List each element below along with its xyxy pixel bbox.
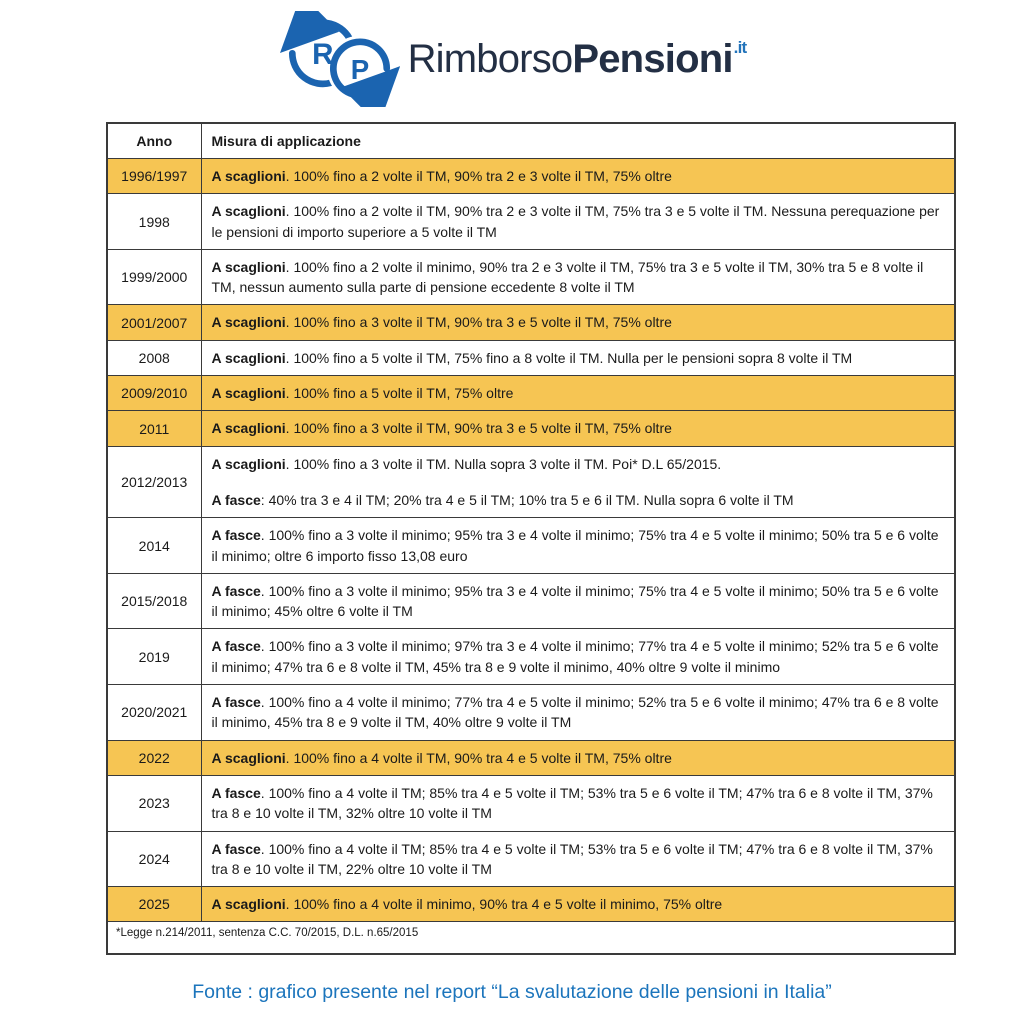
table-row [107, 446, 955, 518]
year-cell: 2019 [107, 629, 201, 685]
table-row [107, 831, 955, 887]
year-cell: 1998 [107, 194, 201, 250]
brand-tld: .it [733, 38, 747, 57]
year-cell: 2023 [107, 775, 201, 831]
measure-cell: A scaglioni. 100% fino a 3 volte il TM, 90% tra 3 e 5 volte il TM, 75% oltre [201, 411, 955, 446]
rimborsopensioni-logo [0, 0, 1024, 96]
brand-rimborso: Rimborso [407, 37, 573, 81]
year-cell: 2015/2018 [107, 573, 201, 629]
pension-indexation-table [106, 122, 956, 955]
footnote-row [107, 922, 955, 955]
measure-cell: A scaglioni. 100% fino a 4 volte il TM, 90% tra 4 e 5 volte il TM, 75% oltre [201, 740, 955, 775]
table-row [107, 249, 955, 305]
year-cell: 1996/1997 [107, 159, 201, 194]
table-row [107, 573, 955, 629]
table-row [107, 887, 955, 922]
table-row [107, 194, 955, 250]
header-row [107, 123, 955, 159]
year-cell: 2001/2007 [107, 305, 201, 340]
year-cell: 1999/2000 [107, 249, 201, 305]
measure-cell: A scaglioni. 100% fino a 2 volte il minimo, 90% tra 2 e 3 volte il TM, 75% tra 3 e 5 volte il TM, 30% tra 5 e 8 volte il TM, nessun aumento sulla parte di pensione eccedente 8 volte il TM [201, 249, 955, 305]
year-cell: 2022 [107, 740, 201, 775]
measure-cell: A scaglioni. 100% fino a 2 volte il TM, 90% tra 2 e 3 volte il TM, 75% oltre [201, 159, 955, 194]
source-caption: Fonte : grafico presente nel report “La svalutazione delle pensioni in Italia” [192, 981, 832, 1004]
table-row [107, 340, 955, 375]
year-cell: 2025 [107, 887, 201, 922]
table-row [107, 518, 955, 574]
year-cell: 2011 [107, 411, 201, 446]
table-row [107, 305, 955, 340]
measure-cell: A scaglioni. 100% fino a 5 volte il TM, 75% fino a 8 volte il TM. Nulla per le pensioni sopra 8 volte il TM [201, 340, 955, 375]
measure-cell: A fasce. 100% fino a 3 volte il minimo; 97% tra 3 e 4 volte il minimo; 77% tra 4 e 5 volte il minimo; 52% tra 5 e 6 volte il minimo; 47% tra 6 e 8 volte il TM, 45% tra 8 e 9 volte il minimo, 40% oltre 9 volte il minimo [201, 629, 955, 685]
year-cell: 2020/2021 [107, 685, 201, 741]
logo-letter-p: P [350, 54, 369, 86]
measure-cell: A scaglioni. 100% fino a 3 volte il TM. Nulla sopra 3 volte il TM. Poi* D.L 65/2015. A fasce: 40% tra 3 e 4 il TM; 20% tra 4 e 5 il TM; 10% tra 5 e 6 il TM. Nulla sopra 6 volte il TM [201, 446, 955, 518]
table-row [107, 740, 955, 775]
rp-circular-arrows-icon [278, 11, 402, 107]
year-cell: 2012/2013 [107, 446, 201, 518]
table-row [107, 411, 955, 446]
year-cell: 2009/2010 [107, 376, 201, 411]
measure-cell: A fasce. 100% fino a 3 volte il minimo; 95% tra 3 e 4 volte il minimo; 75% tra 4 e 5 volte il minimo; 50% tra 5 e 6 volte il minimo; oltre 6 importo fisso 13,08 euro [201, 518, 955, 574]
logo-letter-r: R [311, 37, 334, 71]
measure-cell: A scaglioni. 100% fino a 3 volte il TM, 90% tra 3 e 5 volte il TM, 75% oltre [201, 305, 955, 340]
measure-cell: A fasce. 100% fino a 4 volte il minimo; 77% tra 4 e 5 volte il minimo; 52% tra 5 e 6 volte il minimo; 47% tra 6 e 8 volte il minimo, 45% tra 8 e 9 volte il TM, 40% oltre 9 volte il TM [201, 685, 955, 741]
measure-cell: A scaglioni. 100% fino a 5 volte il TM, 75% oltre [201, 376, 955, 411]
measure-cell: A fasce. 100% fino a 4 volte il TM; 85% tra 4 e 5 volte il TM; 53% tra 5 e 6 volte il TM; 47% tra 6 e 8 volte il TM, 37% tra 8 e 10 volte il TM, 32% oltre 10 volte il TM [201, 775, 955, 831]
year-cell: 2008 [107, 340, 201, 375]
measure-cell: A scaglioni. 100% fino a 2 volte il TM, 90% tra 2 e 3 volte il TM, 75% tra 3 e 5 volte il TM. Nessuna perequazione per le pensioni di importo superiore a 5 volte il TM [201, 194, 955, 250]
table-footnote: *Legge n.214/2011, sentenza C.C. 70/2015, D.L. n.65/2015 [107, 922, 955, 955]
table-body [107, 159, 955, 922]
table-row [107, 629, 955, 685]
table-row [107, 685, 955, 741]
table-row [107, 775, 955, 831]
measure-cell: A fasce. 100% fino a 3 volte il minimo; 95% tra 3 e 4 volte il minimo; 75% tra 4 e 5 volte il minimo; 50% tra 5 e 6 volte il minimo; 45% oltre 6 volte il TM [201, 573, 955, 629]
measure-cell: A scaglioni. 100% fino a 4 volte il minimo, 90% tra 4 e 5 volte il minimo, 75% oltre [201, 887, 955, 922]
year-cell: 2014 [107, 518, 201, 574]
table-row [107, 376, 955, 411]
pension-table-wrap [106, 122, 956, 955]
header-anno: Anno [107, 123, 201, 159]
table-row [107, 159, 955, 194]
brand-wordmark [408, 35, 747, 83]
year-cell: 2024 [107, 831, 201, 887]
brand-pensioni: Pensioni [572, 37, 733, 81]
measure-cell: A fasce. 100% fino a 4 volte il TM; 85% tra 4 e 5 volte il TM; 53% tra 5 e 6 volte il TM; 47% tra 6 e 8 volte il TM, 37% tra 8 e 10 volte il TM, 22% oltre 10 volte il TM [201, 831, 955, 887]
header-misura: Misura di applicazione [201, 123, 955, 159]
